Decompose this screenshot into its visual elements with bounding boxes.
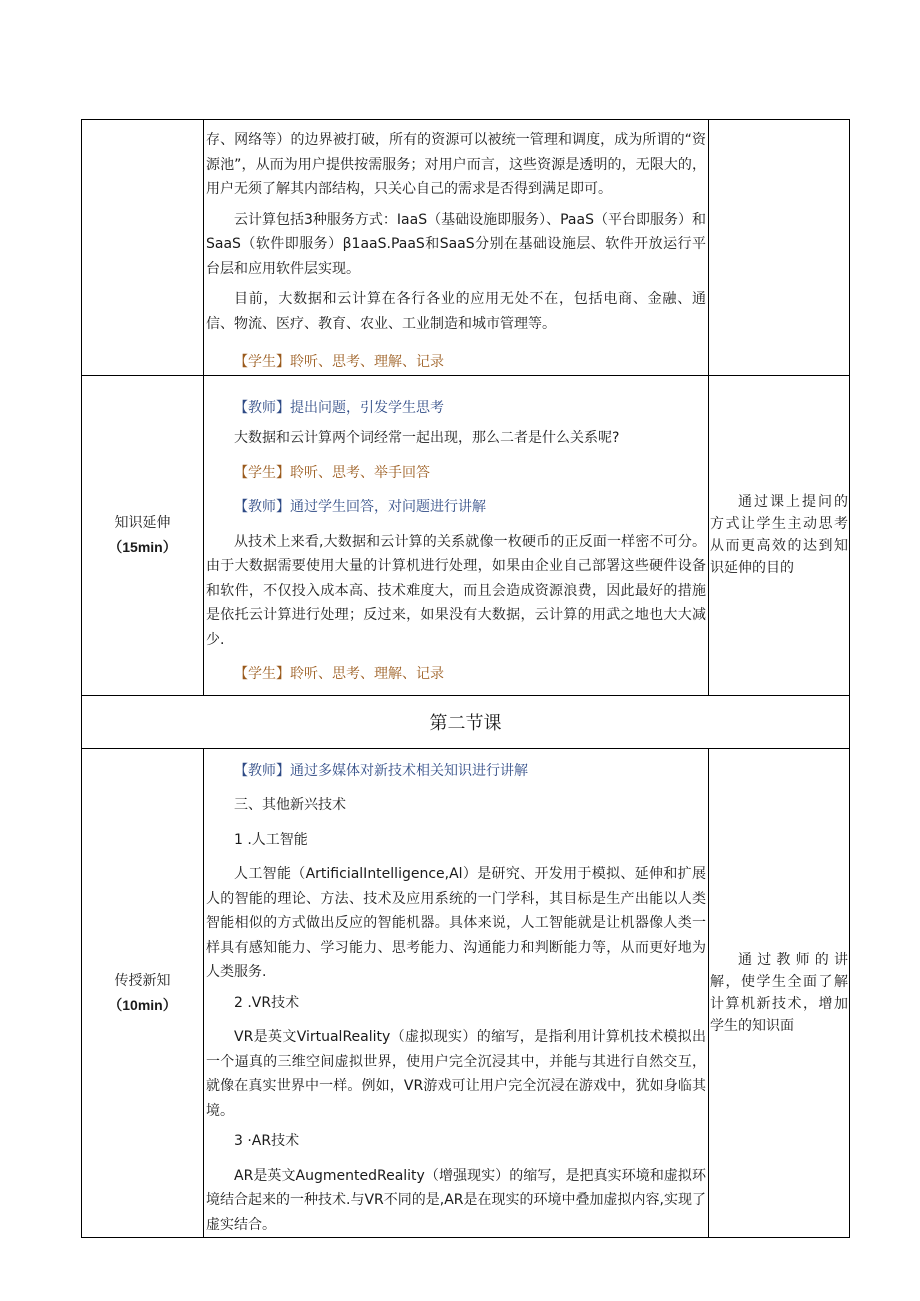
section-row: [82, 695, 850, 748]
content-cell: [204, 375, 709, 695]
stage-name: 知识延伸: [114, 515, 171, 531]
subsection-heading: 1 .人工智能: [234, 831, 308, 848]
teaching-purpose: 通过教师的讲解，使学生全面了解计算机新技术，增加学生的知识面: [710, 951, 848, 1034]
student-activity: 【学生】聆听、思考、理解、记录: [234, 354, 444, 370]
subsection-heading: 2 .VR技术: [234, 994, 300, 1011]
lesson-plan-table: [81, 119, 850, 1238]
student-activity: 【学生】聆听、思考、举手回答: [234, 464, 430, 481]
content-paragraph: 存、网络等）的边界被打破，所有的资源可以被统一管理和调度，成为所谓的“资源池”，从而为用户提供按需服务；对用户而言，这些资源是透明的，无限大的，用户无须了解其内部结构，只关心自己的需求是否得到满足即可。: [206, 132, 706, 197]
teacher-activity: 【教师】通过学生回答，对问题进行讲解: [234, 499, 486, 515]
stage-cell: [82, 375, 204, 695]
question-text: 大数据和云计算两个词经常一起出现，那么二者是什么关系呢?: [234, 430, 620, 446]
purpose-cell: [709, 375, 850, 695]
teacher-activity: 【教师】通过多媒体对新技术相关知识进行讲解: [234, 762, 528, 779]
content-cell: [204, 120, 709, 376]
table-row: [82, 375, 850, 695]
content-paragraph: 人工智能（ArtificialIntelligence,Al）是研究、开发用于模拟、延伸和扩展人的智能的理论、方法、技术及应用系统的一门学科，其目标是生产出能以人类智能相似的方式做出反应的智能机器。具体来说，人工智能就是让机器像人类一样具有感知能力、学习能力、思考能力、沟通能力和判断能力等，从而更好地为人类服务.: [206, 866, 706, 980]
stage-duration: （10min）: [108, 996, 177, 1013]
content-paragraph: VR是英文VirtualReality（虚拟现实）的缩写，是指利用计算机技术模拟出一个逼真的三维空间虚拟世界，使用户完全沉浸其中，并能与其进行自然交互，就像在真实世界中一样。例如，VR游戏可让用户完全沉浸在游戏中，犹如身临其境。: [206, 1029, 706, 1119]
teacher-activity: 【教师】提出问题，引发学生思考: [234, 399, 444, 416]
content-cell: [204, 748, 709, 1238]
section-title: 第二节课: [82, 695, 850, 748]
purpose-cell: [709, 748, 850, 1238]
stage-name: 传授新知: [114, 972, 171, 989]
subsection-heading: 3 ·AR技术: [234, 1133, 300, 1149]
table-row: [82, 748, 850, 1238]
stage-duration: （15min）: [108, 539, 177, 555]
content-paragraph: AR是英文AugmentedReality（增强现实）的缩写，是把真实环境和虚拟环境结合起来的一种技术.与VR不同的是,AR是在现实的环境中叠加虚拟内容,实现了虚实结合。: [206, 1167, 706, 1233]
section-heading: 三、其他新兴技术: [234, 797, 346, 813]
stage-cell-empty: [82, 120, 204, 376]
explanation-text: 从技术上来看,大数据和云计算的关系就像一枚硬币的正反面一样密不可分。由于大数据需要使用大量的计算机进行处理，如果由企业自己部署这些硬件设备和软件，不仅投入成本高、技术难度大，而且会造成资源浪费，因此最好的措施是依托云计算进行处理；反过来，如果没有大数据，云计算的用武之地也大大减少.: [206, 533, 706, 648]
stage-cell: [82, 748, 204, 1238]
teaching-purpose: 通过课上提问的方式让学生主动思考从而更高效的达到知识延伸的目的: [710, 494, 848, 576]
content-paragraph: 目前，大数据和云计算在各行各业的应用无处不在，包括电商、金融、通信、物流、医疗、教育、农业、工业制造和城市管理等。: [206, 291, 706, 332]
table-row: [82, 120, 850, 376]
content-paragraph: 云计算包括3种服务方式：IaaS（基础设施即服务）、PaaS（平台即服务）和SaaS（软件即服务）β1aaS.PaaS和SaaS分别在基础设施层、软件开放运行平台层和应用软件层实现。: [206, 211, 706, 277]
student-activity: 【学生】聆听、思考、理解、记录: [234, 666, 444, 682]
purpose-cell-empty: [709, 120, 850, 376]
lesson-plan-page: [81, 119, 850, 1238]
